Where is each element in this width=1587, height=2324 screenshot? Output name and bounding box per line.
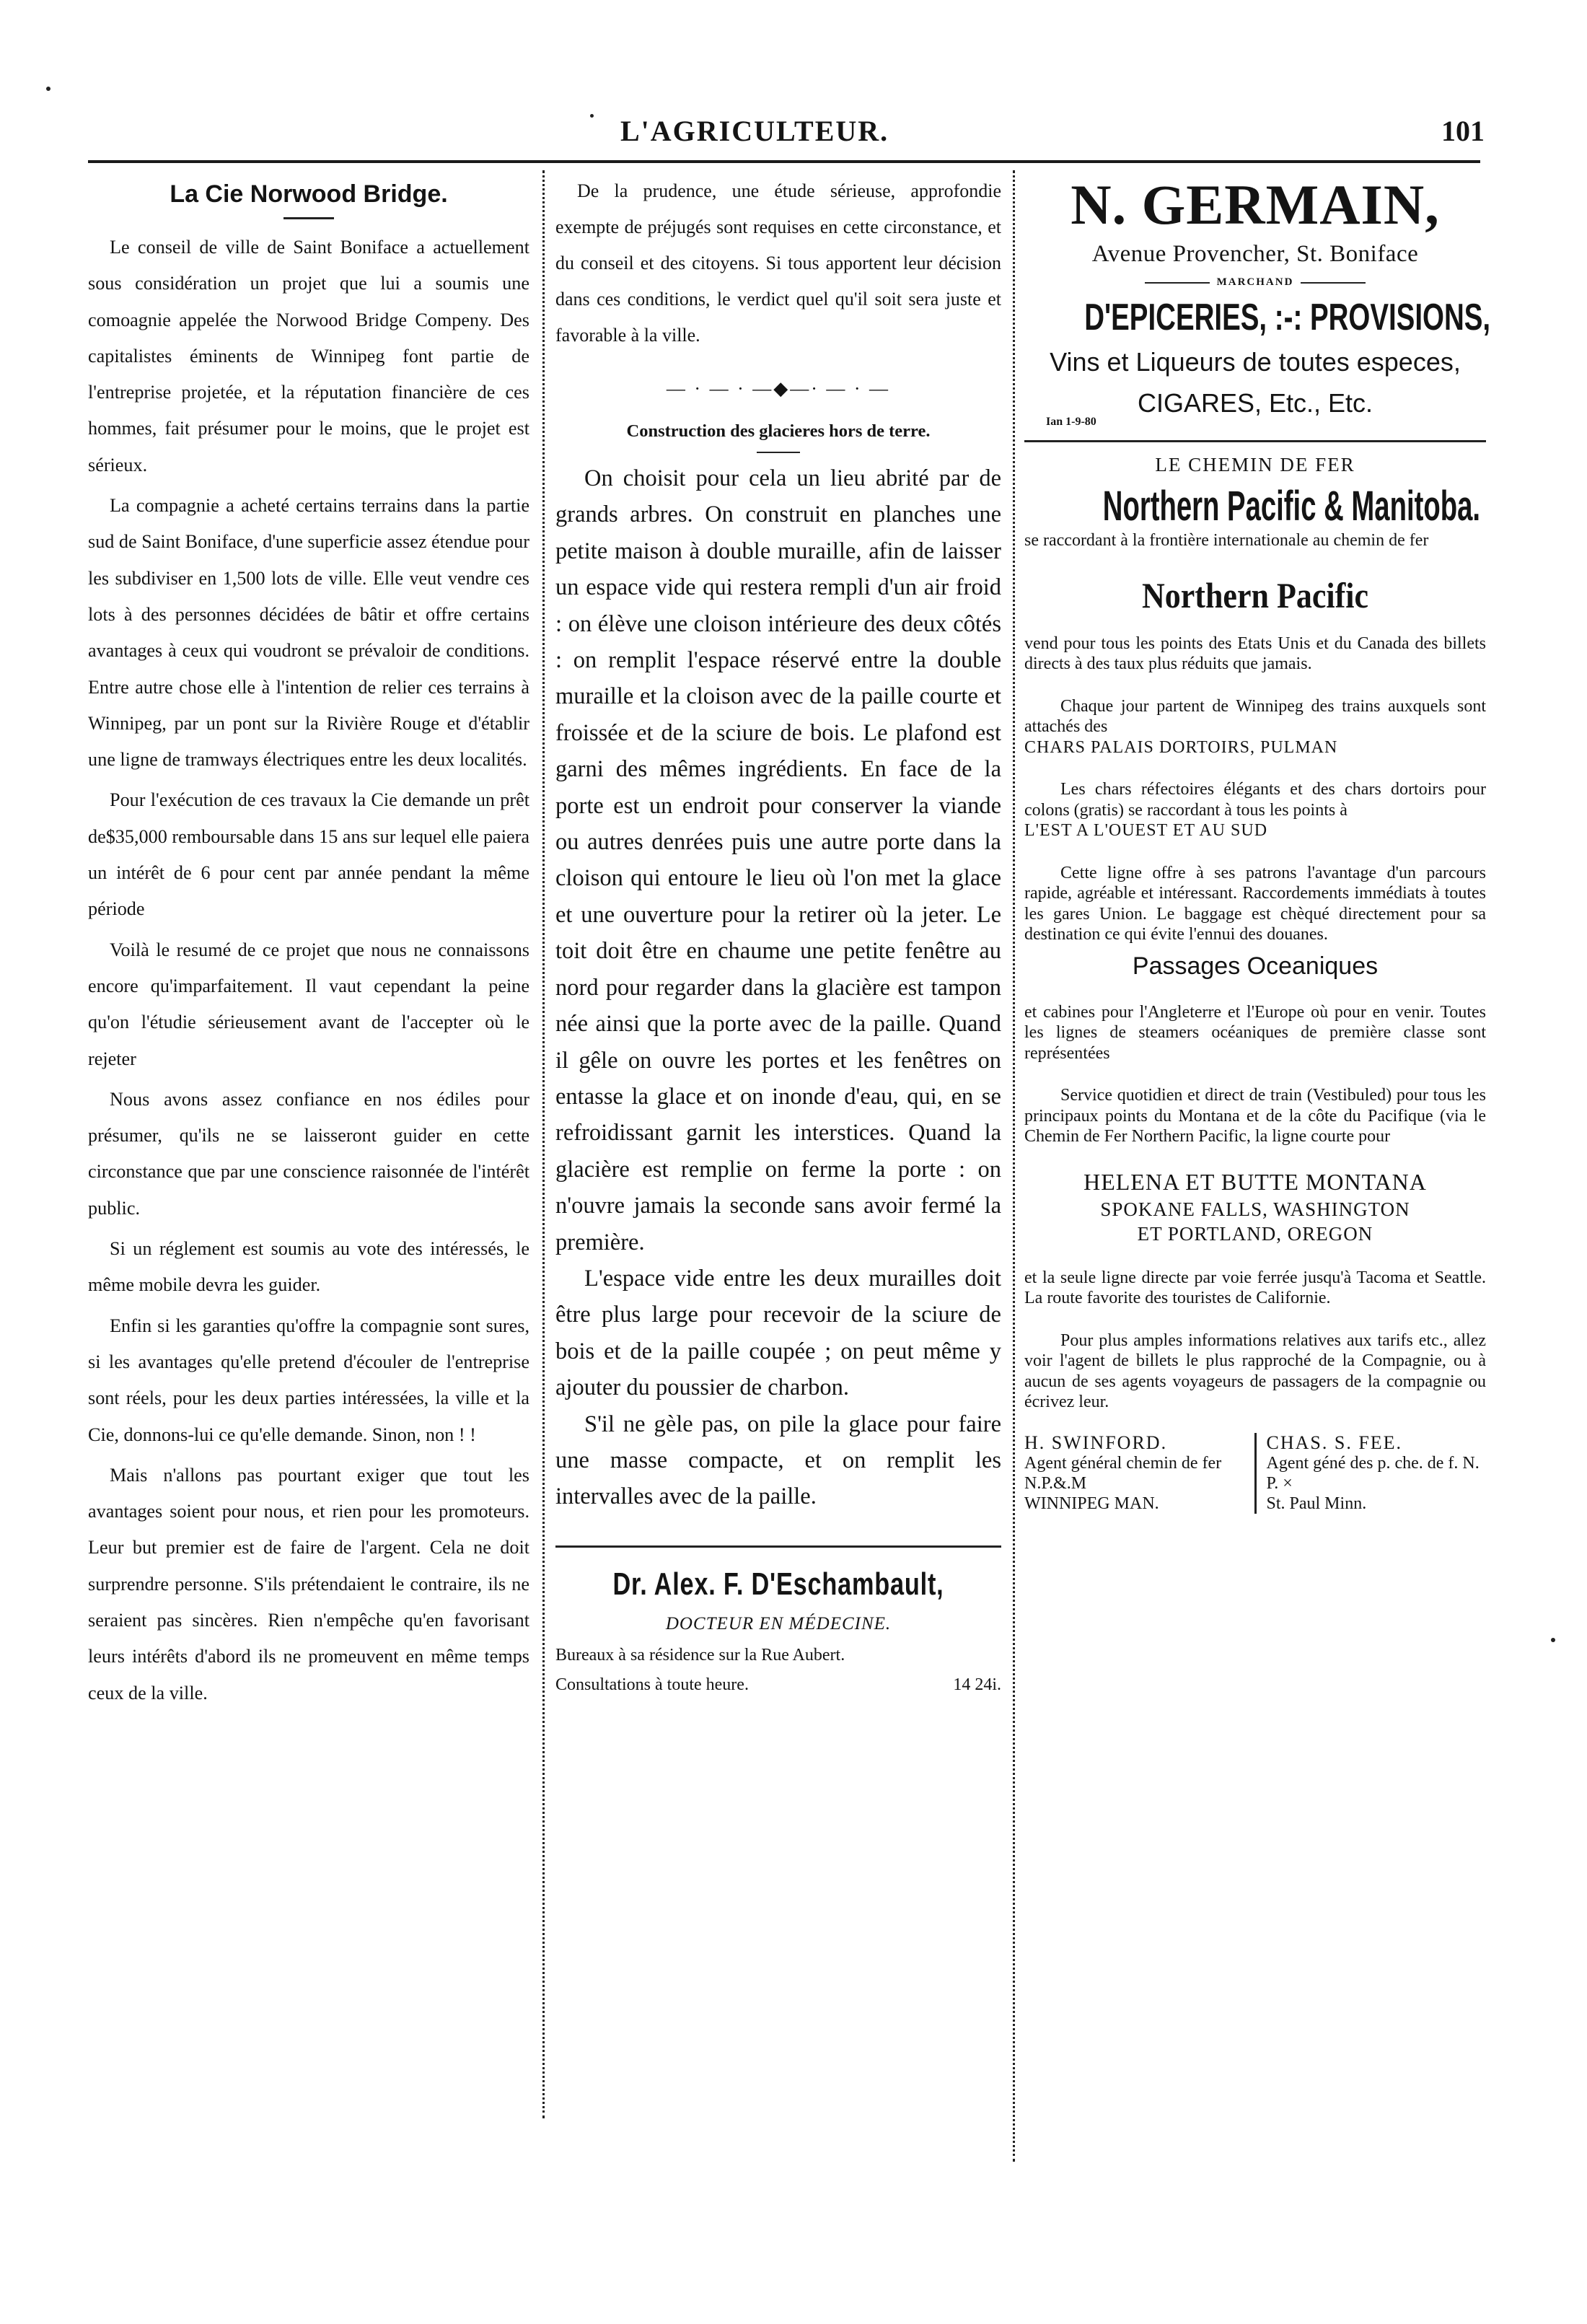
article-paragraph: La compagnie a acheté certains terrains dans la partie sud de Saint Boniface, d'une superficie assez étendue pour les subdiviser en 1,500 lots de ville. Elle veut vendre ces lots à des personnes décidées de bâtir et offre certains avantages à ceux qui voudront se prévaloir de conditions. Entre autre chose elle à l'intention de relier ces terrains à Winnipeg, par un pont sur la Rivière Rouge et d'établir une ligne de tramways électriques entre les deux localités.: [88, 495, 529, 771]
railway-line-name: Northern Pacific & Manitoba.: [1102, 483, 1481, 530]
column-right: [1024, 173, 1491, 1514]
section-ornament: — · — · —◆—· — · —: [666, 378, 891, 399]
column-divider: [542, 170, 545, 2118]
railway-paragraph: et la seule ligne directe par voie ferrée jusqu'à Tacoma et Seattle. La route favorite des touristes de Californie.: [1024, 1268, 1486, 1307]
destination-line: ET PORTLAND, OREGON: [1137, 1222, 1373, 1245]
doctor-hours: Consultations à toute heure.: [555, 1675, 749, 1694]
article-title: La Cie Norwood Bridge.: [170, 180, 448, 208]
agent-st-paul: [1257, 1433, 1487, 1514]
merchant-name: N. GERMAIN,: [1071, 173, 1440, 236]
doctor-name: Dr. Alex. F. D'Eschambault,: [612, 1566, 944, 1602]
agent-title: Agent géné des p. che. de f. N. P. ×: [1266, 1453, 1480, 1493]
agent-name: H. SWINFORD.: [1024, 1431, 1168, 1453]
northern-pacific-title: Northern Pacific: [1142, 574, 1368, 615]
railway-paragraph: vend pour tous les points des Etats Unis et du Canada des billets directs à des taux plus réduits que jamais.: [1024, 633, 1486, 673]
railway-paragraph: Service quotidien et direct de train (Vestibuled) pour tous les principaux points du Montana et de la côte du Pacifique (via le Chemin de Fer Northern Pacific, la ligne courte pour: [1024, 1086, 1486, 1146]
railway-paragraph: et cabines pour l'Angleterre et l'Europe où pour en venir. Toutes les lignes de steamers océaniques de première classe sont représentées: [1024, 1002, 1486, 1063]
railway-caps-line: CHARS PALAIS DORTOIRS, PULMAN: [1024, 737, 1338, 757]
ad-code: 14 24i.: [953, 1675, 1001, 1694]
passages-heading: Passages Oceaniques: [1132, 952, 1379, 980]
agent-city: St. Paul Minn.: [1266, 1494, 1367, 1513]
header-rule: [88, 160, 1480, 163]
article-paragraph: Le conseil de ville de Saint Boniface a actuellement sous considération un projet que lui a soumis une comoagnie appelée the Norwood Bridge Compeny. Des capitalistes éminents de Winnipeg font partie de l'entreprise projetée, et la réputation financière de ces hommes, fait présumer pour le moins, que le projet est sérieux.: [88, 237, 529, 475]
railway-paragraph: Chaque jour partent de Winnipeg des trains auxquels sont attachés des: [1024, 696, 1486, 736]
role-rule-left: [1145, 282, 1210, 284]
merchant-cigars: CIGARES, Etc., Etc.: [1137, 388, 1373, 418]
article-paragraph: Si un réglement est soumis au vote des intéressés, le même mobile devra les guider.: [88, 1238, 529, 1296]
article-paragraph: L'espace vide entre les deux murailles doit être plus large pour recevoir de la sciure de bois et de la paille coupée ; on peut même y ajouter du poussier de charbon.: [555, 1265, 1001, 1401]
ad-separator-rule: [1024, 440, 1486, 442]
article-paragraph: Pour l'exécution de ces travaux la Cie demande un prêt de$35,000 remboursable dans 15 ans sur lequel elle paiera un intérêt de 6 pour cent par année pendant la même période: [88, 789, 529, 920]
agents-block: [1024, 1433, 1486, 1514]
germain-advertisement: [1024, 173, 1491, 429]
railway-heading: LE CHEMIN DE FER: [1155, 454, 1355, 475]
railway-caps-line: L'EST A L'OUEST ET AU SUD: [1024, 821, 1268, 840]
title-rule: [283, 217, 334, 219]
railway-connection: se raccordant à la frontière internationale au chemin de fer: [1024, 531, 1429, 550]
doctor-title: DOCTEUR EN MÉDECINE.: [665, 1613, 892, 1634]
print-speck: [1551, 1638, 1555, 1642]
article-paragraph: Nous avons assez confiance en nos édiles pour présumer, qu'ils ne se laisseront guider en cette circonstance que par une conscience raisonnée de l'intérêt public.: [88, 1088, 529, 1219]
print-speck: [590, 114, 594, 118]
article-paragraph: Voilà le resumé de ce projet que nous ne connaissons encore qu'imparfaitement. Il vaut cependant la peine qu'on l'étudie sérieusement avant de l'accepter où le rejeter: [88, 939, 529, 1069]
railway-advertisement: [1024, 454, 1486, 1514]
column-divider: [1013, 170, 1015, 2162]
article-paragraph: Mais n'allons pas pourtant exiger que tout les avantages soient pour nous, et rien pour les promoteurs. Leur but premier est de faire de l'argent. Cela ne doit surprendre personne. S'ils prétendaient le contraire, ils ne seraient pas sincères. Rien n'empêche qu'en favorisant leurs intérêts d'abord ils ne promeuvent en même temps ceux de la ville.: [88, 1464, 529, 1703]
doctor-hours-line: [555, 1672, 1001, 1698]
ad-separator-rule: [555, 1545, 1001, 1548]
agent-winnipeg: [1024, 1433, 1257, 1514]
page-number: 101: [1441, 115, 1485, 147]
article-paragraph: Enfin si les garanties qu'offre la compagnie sont sures, si les avantages qu'elle pretend d'écouler de l'entreprise sont réels, pour les deux parties intéressées, la ville et la Cie, donnons-lui ce qu'elle demande. Sinon, non ! !: [88, 1315, 529, 1445]
ad-code: Ian 1-9-80: [1046, 416, 1096, 428]
merchant-wines: Vins et Liqueurs de toutes especes,: [1050, 347, 1461, 377]
agent-name: CHAS. S. FEE.: [1266, 1431, 1403, 1453]
doctor-address: Bureaux à sa résidence sur la Rue Aubert.: [555, 1645, 845, 1665]
role-label: MARCHAND: [1216, 276, 1294, 288]
destination-heading: HELENA ET BUTTE MONTANA: [1083, 1168, 1427, 1195]
article-continuation: De la prudence, une étude sérieuse, approfondie exempte de préjugés sont requises en cette circonstance, et du conseil et des citoyens. Si tous apportent leur décision dans ces conditions, le verdict quel qu'il soit sera juste et favorable à la ville.: [555, 180, 1001, 346]
subheading-rule: [757, 452, 800, 453]
column-left: [88, 173, 529, 1716]
running-title: L'AGRICULTEUR.: [620, 115, 889, 147]
railway-paragraph: Cette ligne offre à ses patrons l'avantage d'un parcours rapide, agréable et intéressant. Raccordements immédiats à toutes les gares Union. Le baggage est chèqué directement pour sa destination ce qui évite l'ennui des douanes.: [1024, 863, 1486, 944]
role-rule-right: [1301, 282, 1366, 284]
print-speck: [46, 87, 50, 91]
doctor-advertisement: [555, 1566, 1001, 1698]
destination-line: SPOKANE FALLS, WASHINGTON: [1100, 1198, 1410, 1220]
railway-paragraph: Pour plus amples informations relatives aux tarifs etc., allez voir l'agent de billets le plus rapproché de la Compagnie, ou à aucun de ses agents voyageurs de passagers de la compagnie ou écrivez leur.: [1024, 1330, 1486, 1411]
railway-paragraph: Les chars réfectoires élégants et des chars dortoirs pour colons (gratis) se raccordant à tous les points à: [1024, 780, 1486, 820]
merchant-trade: D'EPICERIES, :-: PROVISIONS,: [1084, 297, 1491, 338]
article-paragraph: On choisit pour cela un lieu abrité par de grands arbres. On construit en planches une petite maison à double muraille, afin de laisser un espace vide qui restera rempli d'un air froid : on élève une cloison intérieure des deux côtés : on remplit l'espace réservé entre la double muraille et la cloison avec de la paille courte et froissée et de la sciure de bois. Le plafond est garni des mêmes ingrédients. En face de la porte est un endroit pour conserver la viande ou autres denrées puis une autre porte dans la cloison qui entoure le lieu où l'on met la glace et une ouverture pour la retirer où la jeter. Le toit doit être en chaume une petite fenêtre au nord pour regarder dans la glacière est tampon née ainsi que la porte avec de la paille. Quand il gêle on ouvre les portes et les fenêtres on entasse la glace et on inonde d'eau, qui, en se refroidissant garnit les interstices. Quand la glacière est remplie on ferme la porte : on n'ouvre jamais la seconde sans avoir fermé la première.: [555, 465, 1001, 1255]
article-subheading: Construction des glacieres hors de terre.: [626, 421, 931, 441]
agent-city: WINNIPEG MAN.: [1024, 1494, 1159, 1513]
merchant-role: [1024, 276, 1486, 289]
column-middle: [555, 173, 1001, 1698]
merchant-address: Avenue Provencher, St. Boniface: [1091, 241, 1419, 267]
article-paragraph: S'il ne gèle pas, on pile la glace pour faire une masse compacte, et on remplit les intervalles avec de la paille.: [555, 1411, 1001, 1510]
agent-title: Agent général chemin de fer N.P.&.M: [1024, 1453, 1222, 1493]
